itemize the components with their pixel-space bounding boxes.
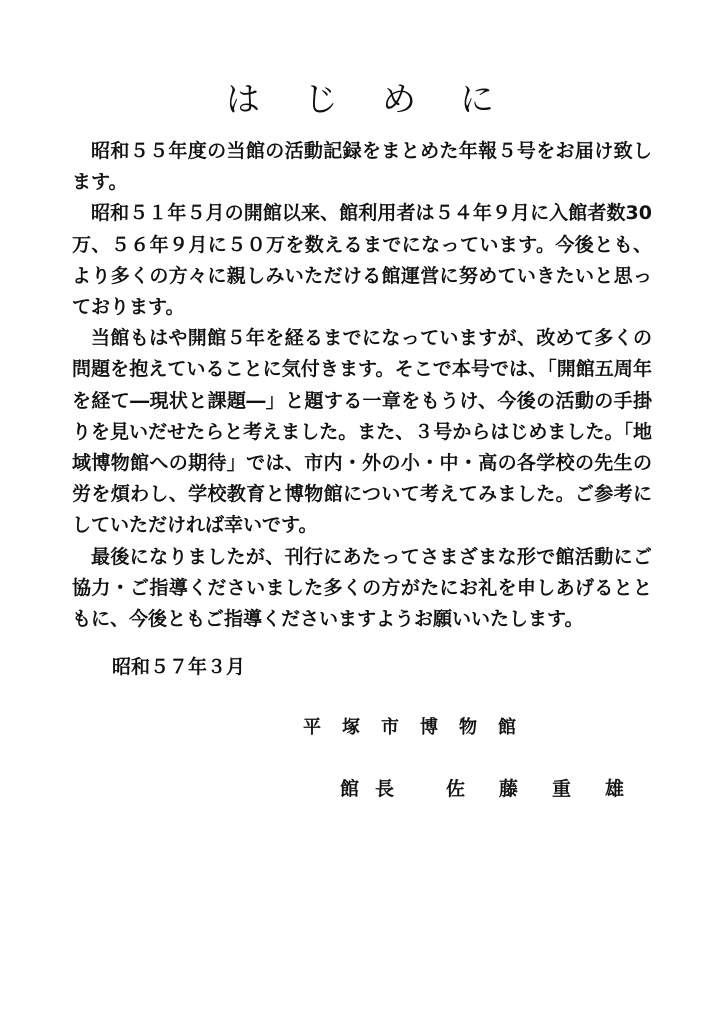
body-text	[72, 136, 652, 635]
paragraph-2: 昭和５１年５月の開館以来、館利用者は５４年９月に入館者数30万、５６年９月に５０万を数えるまでになっています。今後とも、より多くの方々に親しみいただける館運営に努めていきたいと思っております。	[72, 202, 652, 319]
director-name: 佐藤重雄	[446, 778, 659, 800]
museum-name: 平塚市博物館	[303, 717, 537, 738]
paragraph-4: 最後になりましたが、刊行にあたってさまざまな形で館活動にご協力・ご指導くださいました多くの方がたにお礼を申しあげるとともに、今後ともご指導くださいますようお願いいたします。	[72, 545, 652, 631]
paragraph-3: 当館もはや開館５年を経るまでになっていますが、改めて多くの問題を抱えていることに気付きます。そこで本号では、「開館五周年を経て―現状と課題―」と題する一章をもうけ、今後の活動の手掛りを見いだせたらと考えました。また、３号からはじめました。「地域博物館への期待」では、市内・外の小・中・高の各学校の先生の労を煩わし、学校教育と博物館について考えてみました。ご参考にしていただければ幸いです。	[72, 327, 652, 537]
director-title: 館長	[340, 778, 411, 800]
paragraph-1: 昭和５５年度の当館の活動記録をまとめた年報５号をお届け致します。	[72, 140, 652, 194]
publication-date: 昭和５７年３月	[112, 656, 246, 678]
page-title: はじめに	[226, 80, 538, 120]
director-signature	[340, 774, 658, 801]
